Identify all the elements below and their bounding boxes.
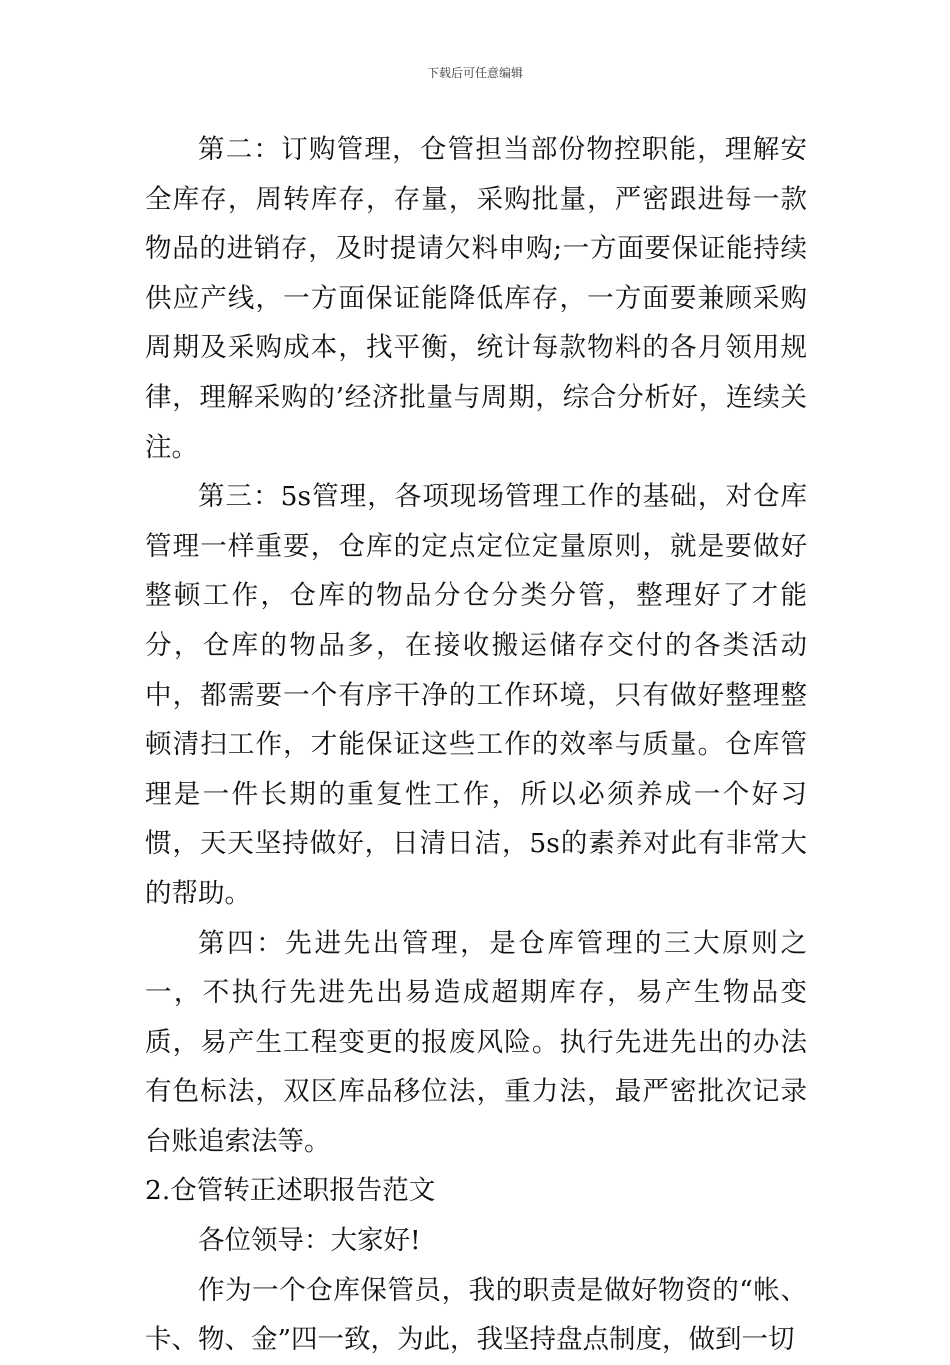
greeting: 各位领导：大家好! bbox=[198, 1225, 421, 1257]
section-heading: 2.仓管转正述职报告范文 bbox=[145, 1175, 436, 1207]
paragraph-fifo-management: 第四：先进先出管理，是仓库管理的三大原则之一，不执行先进先出易造成超期库存，易产生物品变质，易产生工程变更的报废风险。执行先进先出的办法有色标法，双区库品移位法，重力法，最严密批次记录台账追索法等。 bbox=[145, 927, 807, 1157]
page-header: 下载后可任意编辑 bbox=[426, 66, 523, 80]
document-body bbox=[145, 125, 807, 1365]
paragraph-5s-management: 第三：5s管理，各项现场管理工作的基础，对仓库管理一样重要，仓库的定点定位定量原则，就是要做好整顿工作，仓库的物品分仓分类分管，整理好了才能分，仓库的物品多，在接收搬运储存交付的各类活动中，都需要一个有序干净的工作环境，只有做好整理整顿清扫工作，才能保证这些工作的效率与质量。仓库管理是一件长期的重复性工作，所以必须养成一个好习惯，天天坚持做好，日清日洁，5s的素养对此有非常大的帮助。 bbox=[145, 481, 807, 909]
paragraph-order-management: 第二：订购管理，仓管担当部份物控职能，理解安全库存，周转库存，存量，采购批量，严密跟进每一款物品的进销存，及时提请欠料申购;一方面要保证能持续供应产线，一方面保证能降低库存，一方面要兼顾采购周期及采购成本，找平衡，统计每款物料的各月领用规律，理解采购的’经济批量与周期，综合分析好，连续关注。 bbox=[145, 134, 807, 463]
paragraph-responsibilities: 作为一个仓库保管员，我的职责是做好物资的“帐、卡、物、金”四一致，为此，我坚持盘点制度，做到一切 bbox=[145, 1274, 807, 1356]
